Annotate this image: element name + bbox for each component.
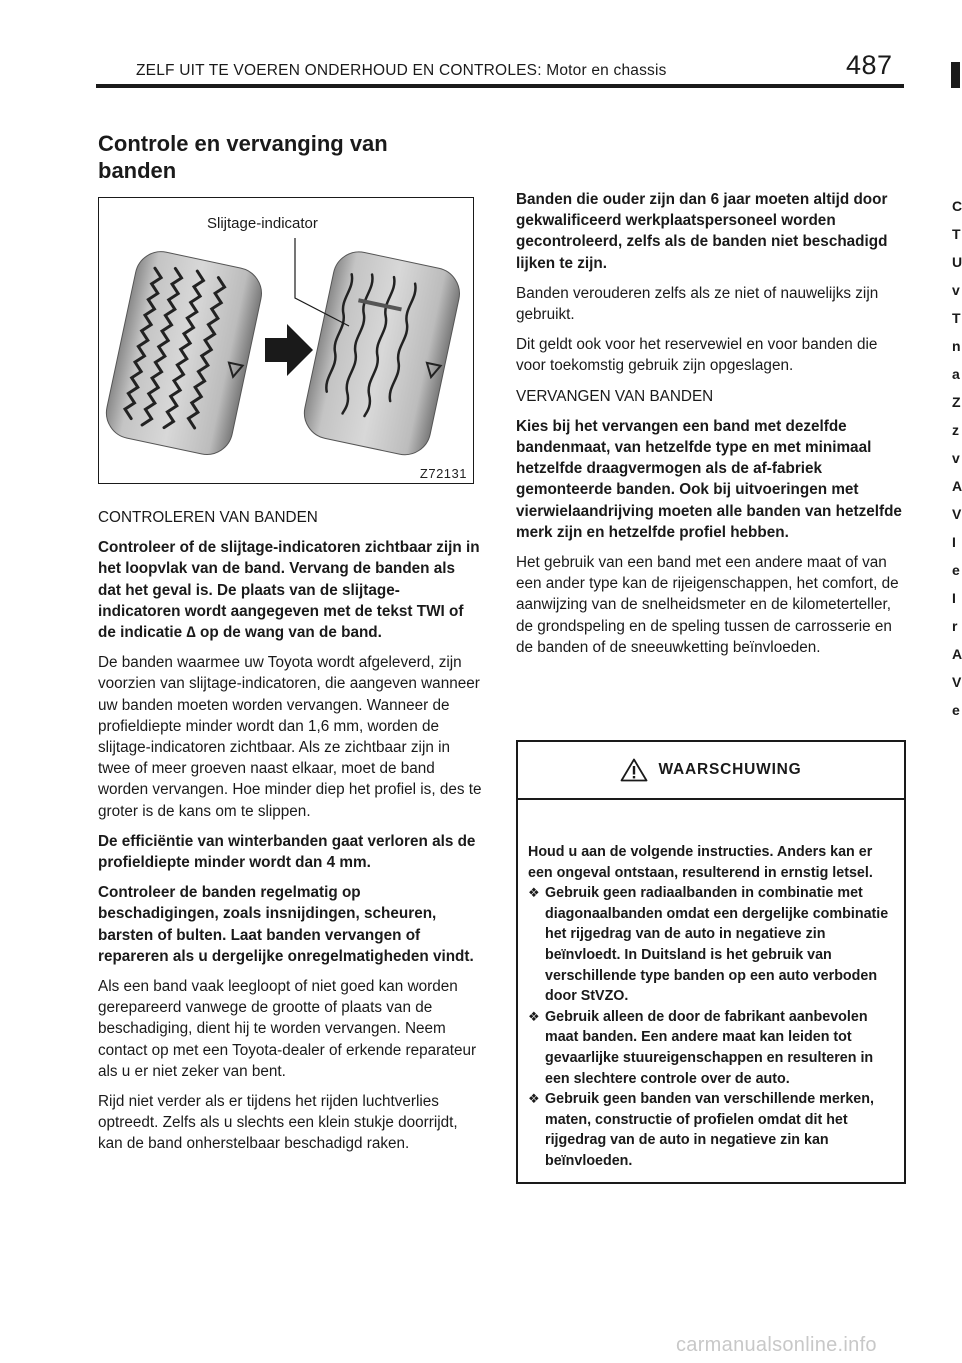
warning-box [516, 740, 906, 1184]
paragraph: Controleer de banden regelmatig op beschadigingen, zoals insnijdingen, scheuren, barsten of bulten. Laat banden vervangen of repareren als u dergelijke onregelmatigheden vindt. [98, 884, 474, 965]
section-title: Controle en vervanging van banden [98, 131, 388, 183]
warning-body [518, 800, 904, 1172]
edge-fragment: I [952, 534, 956, 550]
edge-fragment: Z [952, 394, 961, 410]
edge-fragment: V [952, 674, 962, 690]
tire-wear-figure [98, 197, 474, 484]
figure-code: Z72131 [419, 466, 467, 481]
paragraph: Het gebruik van een band met een andere maat of van een ander type kan de rijeigenschappen, het comfort, de aanwijzing van de snelheidsmeter en de kilometerteller, de grondspeling en de speling tussen de carrosserie en de banden of de sneeuwketting beïnvloeden. [516, 554, 899, 656]
next-page-edge-marker [951, 62, 960, 88]
warning-item: ❖ Gebruik geen radiaalbanden in combinatie met diagonaalbanden omdat een dergelijke combinatie het rijgedrag van de auto in negatieve zin beïnvloedt. In Duitsland is het gebruik van verschillende type banden op een auto verboden door StVZO. [528, 885, 889, 1005]
section-heading-replace: VERVANGEN VAN BANDEN [516, 387, 714, 405]
edge-fragment: I [952, 590, 956, 606]
bullet-icon: ❖ [528, 1091, 540, 1107]
next-page-edge-fragments [952, 192, 960, 724]
page-number: 487 [846, 50, 893, 80]
edge-fragment: A [952, 478, 962, 494]
right-column [516, 189, 908, 667]
edge-fragment: e [952, 702, 960, 718]
paragraph: Kies bij het vervangen een band met dezelfde bandenmaat, van hetzelfde type en met minimaal hetzelfde draagvermogen als de af-fabriek gemonteerde banden. Ook bij uitvoeringen met vierwielaandrijving moeten alle banden van hetzelfde merk zijn en hetzelfde profiel hebben. [516, 417, 902, 541]
warning-header [518, 742, 904, 800]
warning-item: ❖ Gebruik alleen de door de fabrikant aanbevolen maat banden. Een andere maat kan leiden tot gevaarlijke stuureigenschappen en resulteren in een slechtere controle over de auto. [528, 1008, 874, 1087]
paragraph: De banden waarmee uw Toyota wordt afgeleverd, zijn voorzien van slijtage-indicatoren, die aangeven wanneer uw banden moeten worden vervangen. Wanneer de profieldiepte minder wordt dan 1,6 mm, worden de slijtage-indicatoren zichtbaar. Als ze zichtbaar zijn in twee of meer groeven naast elkaar, moet de band worden vervangen. Hoe minder diep het profiel is, des te groter is de kans om te slippen. [98, 654, 482, 820]
edge-fragment: e [952, 562, 960, 578]
edge-fragment: v [952, 282, 960, 298]
edge-fragment: a [952, 366, 960, 382]
edge-fragment: v [952, 450, 960, 466]
new-tire [102, 247, 267, 459]
edge-fragment: U [952, 254, 962, 270]
edge-fragment: r [952, 618, 958, 634]
edge-fragment: n [952, 338, 961, 354]
warning-item: ❖ Gebruik geen banden van verschillende merken, maten, constructie of profielen omdat dit het rijgedrag van de auto in negatieve zin kan beïnvloeden. [528, 1091, 874, 1169]
paragraph: Banden die ouder zijn dan 6 jaar moeten altijd door gekwalificeerd werkplaatspersoneel worden gecontroleerd, zelfs als de banden niet beschadigd lijken te zijn. [516, 191, 888, 272]
edge-fragment: C [952, 198, 962, 214]
warning-intro: Houd u aan de volgende instructies. Anders kan er een ongeval ontstaan, resulterend in ernstig letsel. [528, 844, 873, 881]
paragraph: Banden verouderen zelfs als ze niet of nauwelijks zijn gebruikt. [516, 284, 879, 324]
bullet-icon: ❖ [528, 1008, 540, 1024]
edge-fragment: z [952, 422, 959, 438]
paragraph: Controleer of de slijtage-indicatoren zichtbaar zijn in het loopvlak van de band. Vervang de banden als dat het geval is. De plaats van de slijtage-indicatoren wordt aangegeven met de tekst TWI of de indicatie ∆ op de wang van de band. [98, 539, 480, 642]
paragraph: De efficiëntie van winterbanden gaat verloren als de profieldiepte minder wordt dan 4 mm. [98, 832, 476, 872]
arrow-right-icon [265, 324, 313, 376]
edge-fragment: T [952, 310, 961, 326]
warning-title: WAARSCHUWING [658, 761, 802, 778]
bullet-icon: ❖ [528, 885, 540, 901]
tire-illustration [99, 198, 475, 485]
paragraph: Dit geldt ook voor het reservewiel en voor banden die voor toekomstig gebruik zijn opgeslagen. [516, 336, 878, 375]
edge-fragment: V [952, 506, 962, 522]
warning-triangle-icon [620, 758, 648, 782]
header-rule [96, 84, 904, 88]
paragraph: Als een band vaak leegloopt of niet goed kan worden gerepareerd vanwege de grootte of plaats van de beschadiging, dient hij te worden vervangen. Neem contact op met een Toyota-dealer of erkende reparateur als u er niet zeker van bent. [98, 978, 477, 1080]
watermark: carmanualsonline.info [676, 1334, 877, 1356]
warning-list [528, 883, 894, 1171]
figure-label: Slijtage-indicator [207, 215, 318, 232]
running-header: ZELF UIT TE VOEREN ONDERHOUD EN CONTROLES: Motor en chassis [136, 62, 667, 79]
paragraph: Rijd niet verder als er tijdens het rijden luchtverlies optreedt. Zelfs als u slechts een klein stukje doorrijdt, kan de band onherstelbaar beschadigd raken. [98, 1093, 458, 1153]
edge-fragment: A [952, 646, 962, 662]
left-column [98, 507, 482, 1164]
section-heading-check: CONTROLEREN VAN BANDEN [98, 509, 318, 526]
edge-fragment: T [952, 226, 961, 242]
worn-tire [300, 247, 465, 459]
